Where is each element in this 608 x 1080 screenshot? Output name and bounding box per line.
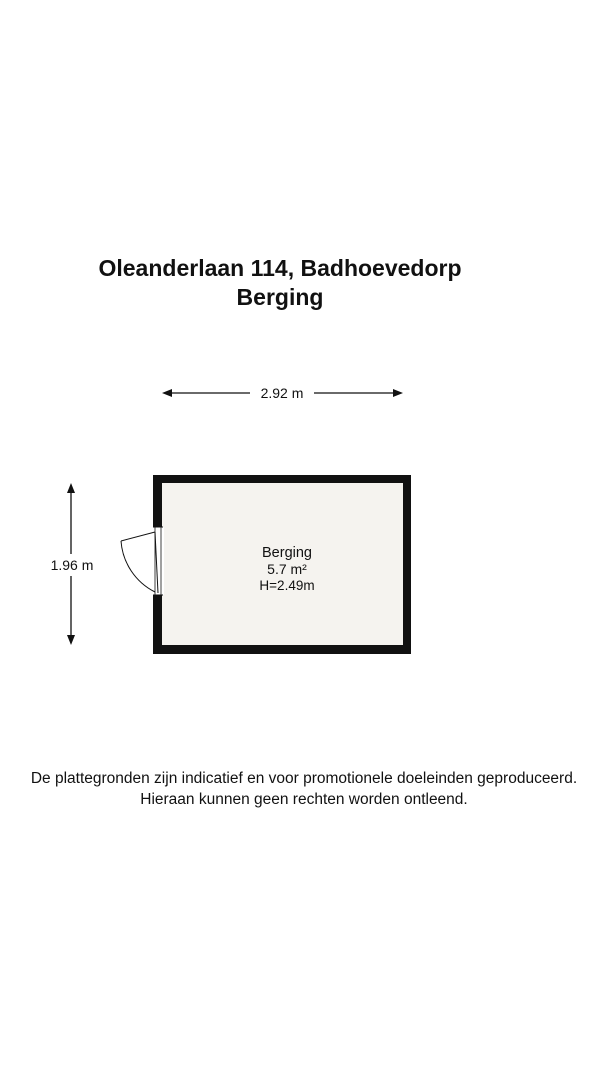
- address-title: Oleanderlaan 114, Badhoevedorp: [98, 255, 462, 281]
- arrow-left-icon: [162, 389, 172, 397]
- room-area: 5.7 m²: [267, 561, 307, 577]
- disclaimer-line-2: Hieraan kunnen geen rechten worden ontleend.: [140, 791, 468, 808]
- width-dimension: [162, 385, 403, 401]
- room-berging: [121, 475, 411, 654]
- arrow-down-icon: [67, 635, 75, 645]
- depth-dimension: [44, 483, 100, 645]
- room-name: Berging: [262, 545, 312, 561]
- arrow-up-icon: [67, 483, 75, 493]
- room-height: H=2.49m: [259, 578, 315, 593]
- disclaimer-line-1: De plattegronden zijn indicatief en voor promotionele doeleinden geproduceerd.: [30, 770, 578, 787]
- width-dimension-label: 2.92 m: [260, 385, 304, 401]
- floor-title: Berging: [236, 284, 324, 310]
- arrow-right-icon: [393, 389, 403, 397]
- disclaimer: [0, 768, 608, 810]
- depth-dimension-label: 1.96 m: [50, 557, 94, 573]
